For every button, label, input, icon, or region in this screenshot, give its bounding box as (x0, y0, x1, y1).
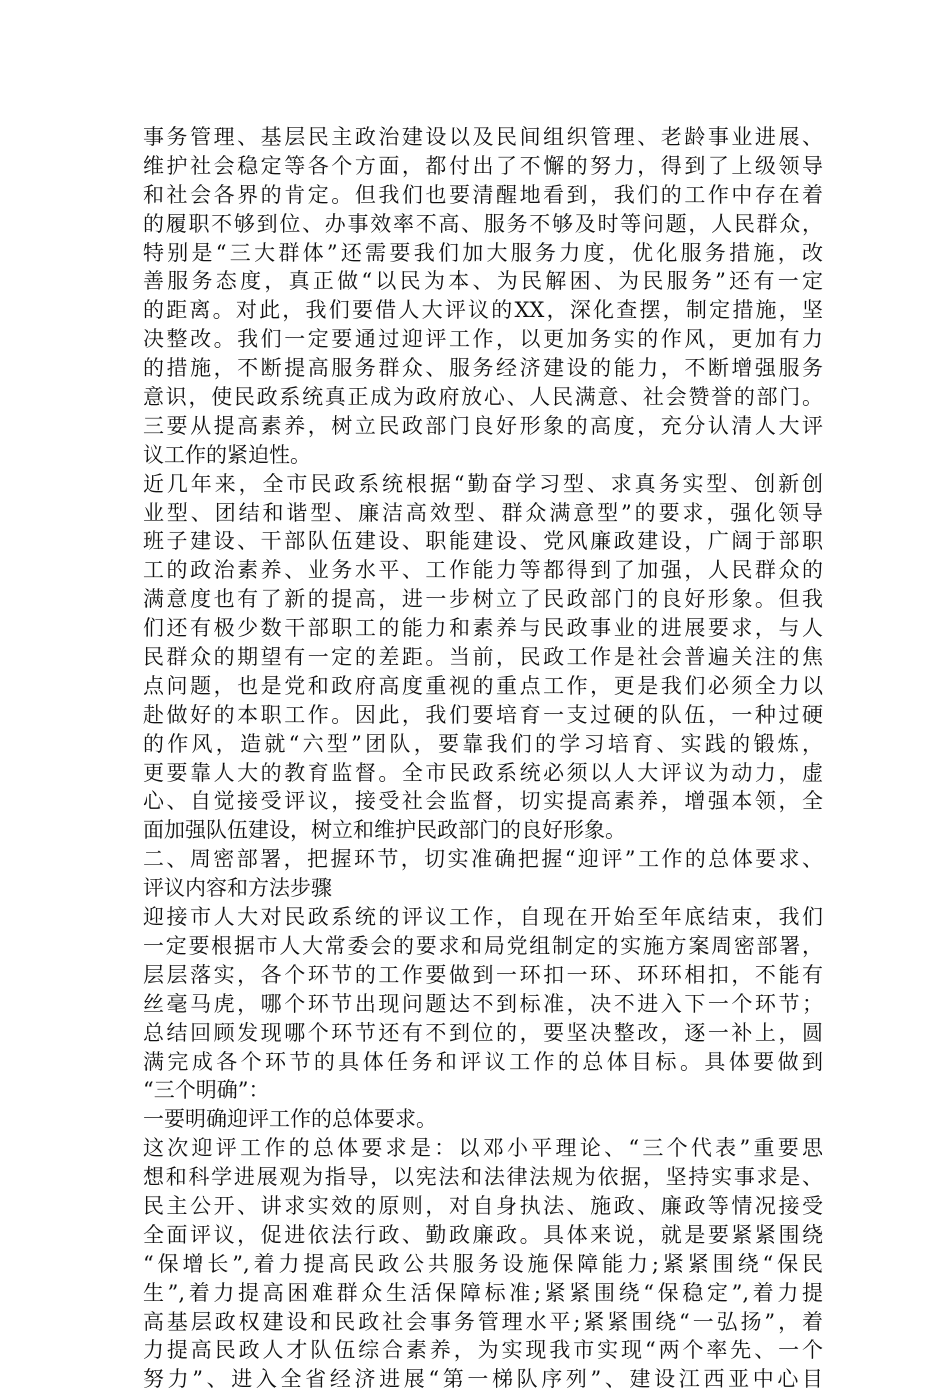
text-line: 决整改。我们一定要通过迎评工作，以更加务实的作风，更加有力 (143, 327, 823, 352)
text-line: 们还有极少数干部职工的能力和素养与民政事业的进展要求，与人 (143, 616, 823, 641)
text-line: 高基层政权建设和民政社会事务管理水平;紧紧围绕“一弘扬”，着 (143, 1309, 823, 1334)
text-line: 全面评议，促进依法行政、勤政廉政。具体来说，就是要紧紧围绕 (143, 1222, 823, 1247)
text-line: 层层落实，各个环节的工作要做到一环扣一环、环环相扣，不能有 (143, 962, 823, 987)
text-line: 的作风，造就“六型”团队，要靠我们的学习培育、实践的锻炼， (143, 731, 823, 756)
text-line: 特别是“三大群体”还需要我们加大服务力度，优化服务措施，改 (143, 240, 823, 265)
text-line: 的履职不够到位、办事效率不高、服务不够及时等问题，人民群众， (143, 211, 823, 236)
text-line: 生”,着力提高困难群众生活保障标准;紧紧围绕“保稳定”,着力提 (143, 1280, 823, 1305)
text-line: 的距离。对此，我们要借人大评议的XX，深化查摆，制定措施，坚 (143, 298, 823, 323)
text-line: “保增长”,着力提高民政公共服务设施保障能力;紧紧围绕“保民 (143, 1251, 823, 1276)
text-line: 维护社会稳定等各个方面，都付出了不懈的努力，得到了上级领导 (143, 153, 823, 178)
text-line: 面加强队伍建设，树立和维护民政部门的良好形象。 (143, 818, 626, 843)
text-line: 满完成各个环节的具体任务和评议工作的总体目标。具体要做到 (143, 1049, 823, 1074)
text-line: 工的政治素养、业务水平、工作能力等都得到了加强，人民群众的 (143, 558, 823, 583)
text-line: 这次迎评工作的总体要求是：以邓小平理论、“三个代表”重要思 (143, 1136, 823, 1161)
text-line: 近几年来，全市民政系统根据“勤奋学习型、求真务实型、创新创 (143, 471, 823, 496)
text-line: 三要从提高素养，树立民政部门良好形象的高度，充分认清人大评 (143, 413, 823, 438)
text-line: 更要靠人大的教育监督。全市民政系统必须以人大评议为动力，虚 (143, 760, 823, 785)
text-line: 民群众的期望有一定的差距。当前，民政工作是社会普遍关注的焦 (143, 645, 823, 670)
text-line: 和社会各界的肯定。但我们也要清醒地看到，我们的工作中存在着 (143, 182, 823, 207)
text-line: 力提高民政人才队伍综合素养，为实现我市实现“两个率先、一个 (143, 1338, 823, 1363)
text-line: 满意度也有了新的提高，进一步树立了民政部门的良好形象。但我 (143, 587, 823, 612)
text-line: 点问题，也是党和政府高度重视的重点工作，更是我们必须全力以 (143, 673, 823, 698)
text-line: 迎接市人大对民政系统的评议工作，自现在开始至年底结束，我们 (143, 905, 823, 930)
text-line: 事务管理、基层民主政治建设以及民间组织管理、老龄事业进展、 (143, 125, 823, 149)
text-line: 一定要根据市人大常委会的要求和局党组制定的实施方案周密部署， (143, 933, 823, 958)
text-line: 议工作的紧迫性。 (143, 442, 311, 467)
text-line: 总结回顾发现哪个环节还有不到位的，要坚决整改，逐一补上，圆 (143, 1020, 823, 1045)
text-line: 班子建设、干部队伍建设、职能建设、党风廉政建设，广阔于部职 (143, 529, 823, 554)
text-line: 意识，使民政系统真正成为政府放心、人民满意、社会赞誉的部门。 (143, 385, 823, 410)
text-line: 民主公开、讲求实效的原则，对自身执法、施政、廉政等情况接受 (143, 1193, 823, 1218)
text-line: 善服务态度，真正做“以民为本、为民解困、为民服务”还有一定 (143, 269, 823, 294)
text-line: 业型、团结和谐型、廉洁高效型、群众满意型”的要求，强化领导 (143, 500, 823, 525)
text-line: 一要明确迎评工作的总体要求。 (143, 1107, 437, 1132)
text-line: 想和科学进展观为指导，以宪法和法律法规为依据，坚持实事求是、 (143, 1165, 823, 1190)
body-text (143, 123, 823, 1394)
text-line: 评议内容和方法步骤 (143, 876, 332, 901)
text-line: 丝毫马虎，哪个环节出现问题达不到标准，决不进入下一个环节； (143, 991, 823, 1016)
text-line: 赴做好的本职工作。因此，我们要培育一支过硬的队伍，一种过硬 (143, 702, 823, 727)
text-line: “三个明确”： (143, 1078, 270, 1103)
text-line: 二、周密部署，把握环节，切实准确把握“迎评”工作的总体要求、 (143, 847, 823, 872)
text-line: 努力”、进入全省经济进展“第一梯队序列”、建设江西亚中心目 (143, 1367, 823, 1392)
text-line: 的措施，不断提高服务群众、服务经济建设的能力，不断增强服务 (143, 356, 823, 381)
text-line: 心、自觉接受评议，接受社会监督，切实提高素养，增强本领，全 (143, 789, 823, 814)
